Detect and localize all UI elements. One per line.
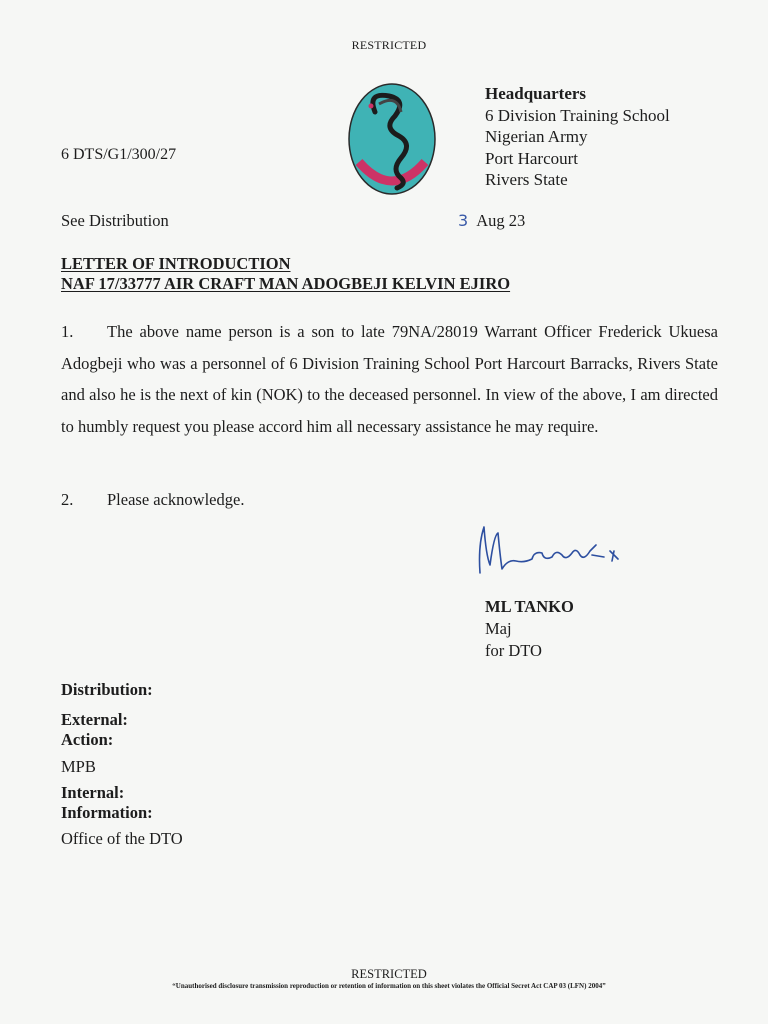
- action-label: Action:: [61, 730, 114, 749]
- subject-heading: [61, 254, 510, 294]
- signatory-capacity: for DTO: [485, 641, 542, 660]
- bottom-classification: RESTRICTED: [351, 967, 427, 981]
- distribution-heading: Distribution:: [61, 680, 153, 699]
- paragraph-text: Please acknowledge.: [107, 490, 245, 509]
- top-classification: RESTRICTED: [351, 38, 427, 52]
- paragraph-number: 2.: [61, 490, 74, 509]
- reference-number: 6 DTS/G1/300/27: [61, 146, 177, 163]
- address-line: Headquarters: [485, 84, 587, 103]
- headquarters-address: [485, 83, 670, 191]
- internal-label: Internal:: [61, 783, 125, 802]
- subject-line-2: NAF 17/33777 AIR CRAFT MAN ADOGBEJI KELVIN EJIRO: [61, 274, 511, 293]
- letter-date: [458, 211, 525, 231]
- paragraph-2: [61, 490, 244, 510]
- action-value: MPB: [61, 757, 96, 776]
- distribution-block: [61, 680, 183, 849]
- subject-line-1: LETTER OF INTRODUCTION: [61, 254, 291, 273]
- information-label: Information:: [61, 803, 153, 822]
- addressee: See Distribution: [61, 211, 169, 230]
- secrecy-footnote: “Unauthorised disclosure transmission reproduction or retention of information on this sheet violates the Official Secret Act CAP 03 (LFN) 2004”: [172, 982, 606, 990]
- signatory-rank: Maj: [485, 619, 512, 638]
- signatory-name: ML TANKO: [485, 597, 574, 616]
- handwritten-day: 3: [458, 211, 469, 230]
- paragraph-1: [61, 316, 718, 442]
- information-value: Office of the DTO: [61, 829, 183, 848]
- address-line: Rivers State: [485, 170, 568, 189]
- handwritten-signature: [472, 515, 632, 585]
- address-line: 6 Division Training School: [485, 105, 670, 125]
- address-line: Port Harcourt: [485, 148, 579, 168]
- external-label: External:: [61, 710, 128, 729]
- signatory-block: [485, 596, 574, 662]
- date-month-year: Aug 23: [476, 211, 526, 230]
- paragraph-number: 1.: [61, 322, 74, 341]
- address-line: Nigerian Army: [485, 127, 588, 146]
- unit-crest-logo: [347, 82, 437, 196]
- paragraph-text: The above name person is a son to late 79NA/28019 Warrant Officer Frederick Ukuesa Adogbeji who was a personnel of 6 Division Training School Port Harcourt Barracks, Rivers State and also he is the next of kin (NOK) to the deceased personnel. In view of the above, I am directed to humbly request you please accord him all necessary assistance he may require.: [61, 322, 718, 436]
